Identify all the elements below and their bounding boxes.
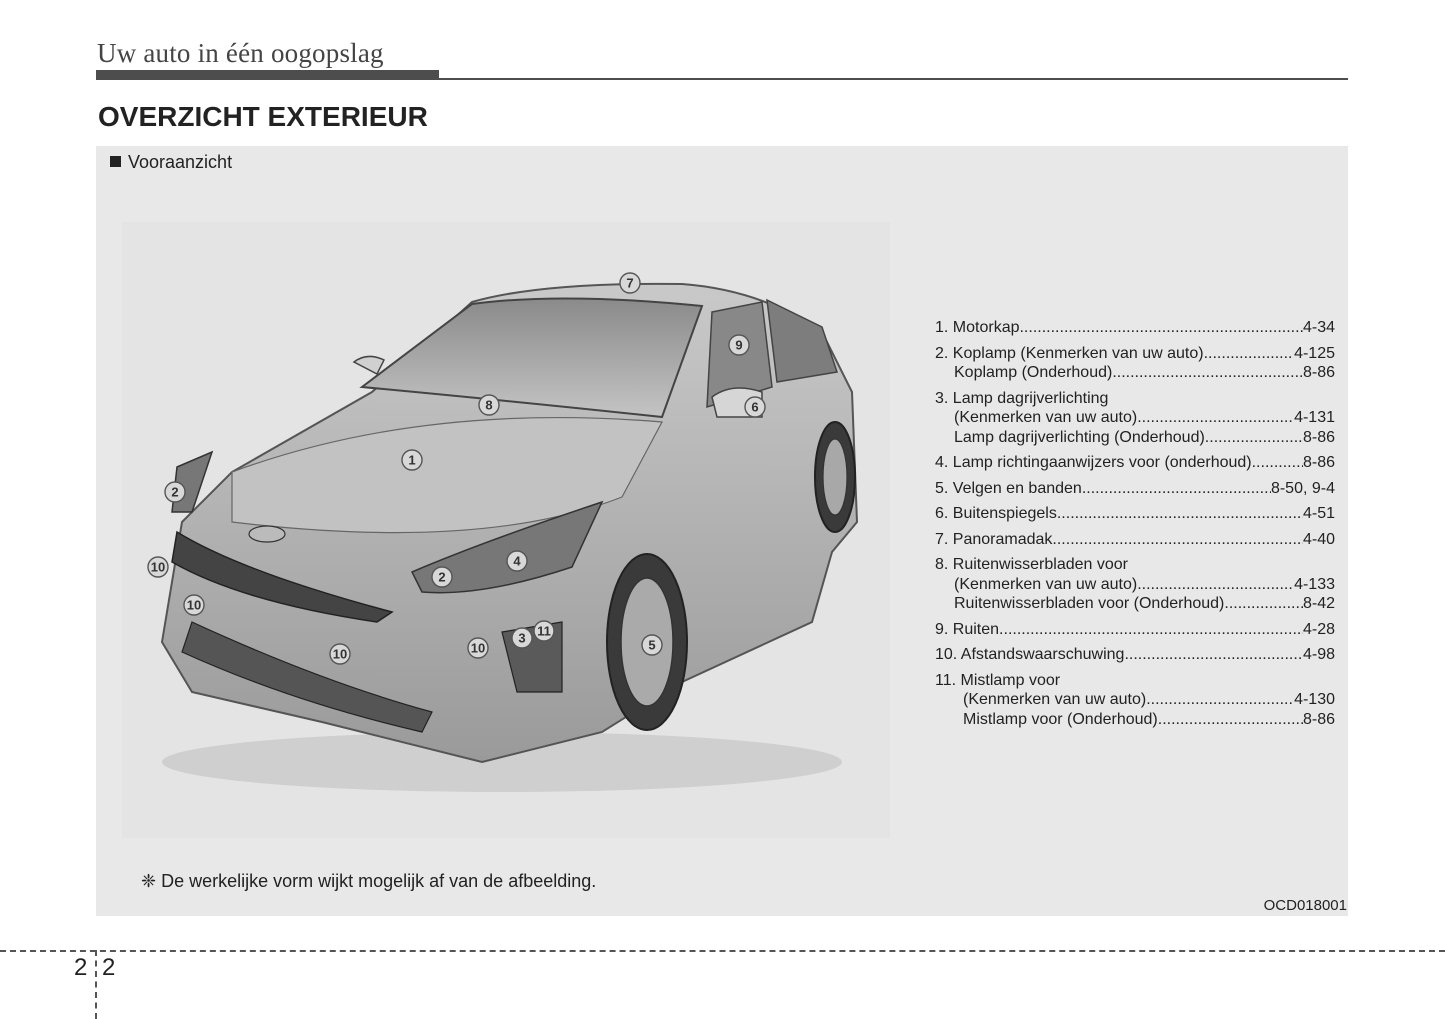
callout-6 (745, 397, 765, 417)
svg-text:1: 1 (408, 452, 416, 468)
svg-text:4: 4 (513, 553, 521, 569)
svg-text:8: 8 (485, 397, 493, 413)
footer-divider-vertical (95, 950, 97, 1019)
svg-text:2: 2 (171, 484, 179, 500)
part-item: 8. Ruitenwisserbladen voor (Kenmerken van uw auto) ..... 4-133 Ruitenwisserbladen voor (Onderhoud) ..... 8-42 (935, 555, 1335, 614)
view-label (110, 152, 232, 173)
header-rule (96, 78, 1348, 80)
svg-text:7: 7 (626, 275, 634, 291)
callout-10-c (330, 644, 350, 664)
part-item: 3. Lamp dagrijverlichting (Kenmerken van uw auto) ..... 4-131 Lamp dagrijverlichting (Onderhoud) ..... 8-86 (935, 389, 1335, 448)
svg-text:5: 5 (648, 637, 656, 653)
svg-text:3: 3 (518, 630, 526, 646)
image-code: OCD018001 (1263, 897, 1347, 914)
bullet-square-icon (110, 156, 121, 167)
callout-11 (534, 621, 554, 641)
callout-1 (402, 450, 422, 470)
part-item: 1. Motorkap..... ..... 4-34 (935, 318, 1335, 338)
callout-10-b (184, 595, 204, 615)
parts-list (935, 318, 1335, 735)
car-front-illustration (122, 222, 890, 838)
view-label-text: Vooraanzicht (128, 152, 233, 172)
callout-5 (642, 635, 662, 655)
footer-divider (0, 950, 1445, 952)
part-item: 9. Ruiten ..... 4-28 (935, 620, 1335, 640)
part-item: 6. Buitenspiegels ..... 4-51 (935, 504, 1335, 524)
part-item: 10. Afstandswaarschuwing ..... 4-98 (935, 645, 1335, 665)
callout-3 (512, 628, 532, 648)
part-item: 4. Lamp richtingaanwijzers voor (onderhoud) ..... 8-86 (935, 453, 1335, 473)
chapter-number: 2 (74, 954, 88, 981)
callout-7 (620, 273, 640, 293)
page-heading: OVERZICHT EXTERIEUR (98, 101, 428, 132)
page-number: 2 (102, 954, 116, 981)
svg-text:6: 6 (751, 399, 759, 415)
callout-2-left (165, 482, 185, 502)
callout-10-a (148, 557, 168, 577)
part-item: 7. Panoramadak ..... 4-40 (935, 530, 1335, 550)
svg-text:11: 11 (537, 623, 551, 639)
svg-text:10: 10 (332, 646, 348, 662)
callout-2-right (432, 567, 452, 587)
part-item: 11. Mistlamp voor (Kenmerken van uw auto) ..... 4-130 Mistlamp voor (Onderhoud) ..... 8-86 (935, 671, 1335, 730)
callout-10-d (468, 638, 488, 658)
callout-9 (729, 335, 749, 355)
callout-4 (507, 551, 527, 571)
part-item: 5. Velgen en banden ..... 8-50, 9-4 (935, 479, 1335, 499)
figure-note: ❈ De werkelijke vorm wijkt mogelijk af van de afbeelding. (141, 871, 597, 891)
svg-text:10: 10 (150, 559, 166, 575)
svg-text:9: 9 (735, 337, 743, 353)
svg-text:10: 10 (470, 640, 486, 656)
part-item: 2. Koplamp (Kenmerken van uw auto)....... ..... 4-125 Koplamp (Onderhoud).................... ..... 8-86 (935, 344, 1335, 383)
svg-text:2: 2 (438, 569, 446, 585)
svg-text:10: 10 (186, 597, 202, 613)
callout-8 (479, 395, 499, 415)
section-title: Uw auto in één oogopslag (97, 38, 384, 68)
